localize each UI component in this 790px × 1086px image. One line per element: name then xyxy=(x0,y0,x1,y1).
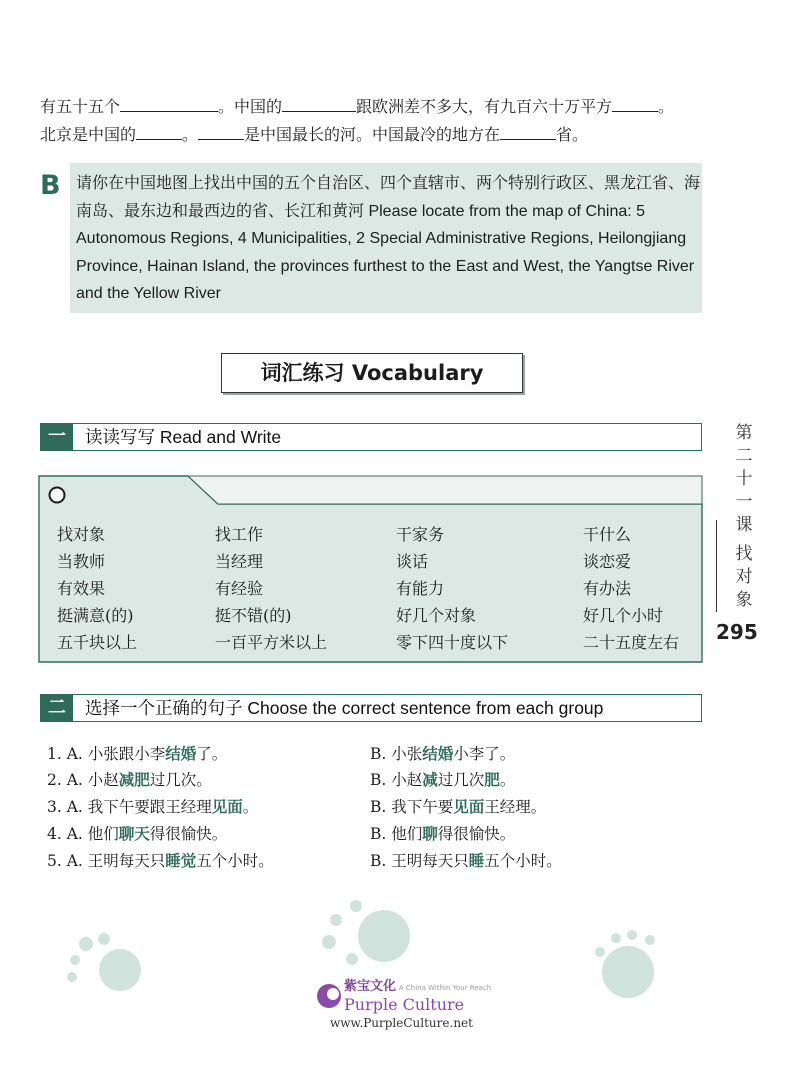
chapter-number: 第二十一课 xyxy=(735,423,753,535)
sentence-text: 我下午要 xyxy=(391,798,454,816)
vocab-word: 找工作 xyxy=(215,525,264,544)
sentence-option-a[interactable] xyxy=(47,742,227,764)
option-label: B. xyxy=(370,798,392,816)
logo-cn: 紫宝文化 A China Within Your Reach xyxy=(344,979,492,994)
fill-text: 省。 xyxy=(556,125,589,144)
sentence-text: 五个小时。 xyxy=(484,852,562,870)
blank[interactable] xyxy=(500,125,556,140)
keyword: 见面 xyxy=(453,797,485,816)
sentence-text: 过几次 xyxy=(437,771,485,789)
vocab-word: 好几个对象 xyxy=(396,606,477,625)
sentence-text: 得很愉快。 xyxy=(437,825,516,843)
page-number: 295 xyxy=(716,620,758,644)
option-label: B. xyxy=(370,745,392,763)
logo-en: Purple Culture xyxy=(344,995,465,1014)
keyword: 睡觉 xyxy=(165,851,197,870)
logo-url: www.PurpleCulture.net xyxy=(330,1016,473,1030)
sentence-text: 小赵 xyxy=(87,771,119,789)
keyword: 肥 xyxy=(484,770,500,789)
fill-text: 北京是中国的 xyxy=(40,125,137,144)
keyword: 减 xyxy=(422,770,438,789)
keyword: 减肥 xyxy=(118,770,150,789)
sentence-text: 小李了。 xyxy=(453,745,516,763)
option-label: B. xyxy=(370,771,392,789)
blank[interactable] xyxy=(612,97,658,112)
sentence-text: 王明每天只 xyxy=(87,852,166,870)
sentence-text: 了。 xyxy=(196,745,228,763)
section-b-instructions: 请你在中国地图上找出中国的五个自治区、四个直辖市、两个特别行政区、黑龙江省、海南岛、最东边和最西边的省、长江和黄河 Please locate from the map of China: 5 Autonomous Regions, 4 Municipalities, 2 Special Administrative Regions, Heilongjiang Province, Hainan Island, the provinces furthest to the East and West, the Yangtse River and the Yellow River xyxy=(76,175,701,302)
sentence-text: 小张 xyxy=(391,745,423,763)
vocab-word: 挺不错(的) xyxy=(215,606,292,625)
option-label: 5. A. xyxy=(47,852,88,870)
circle-icon xyxy=(50,488,65,503)
option-label: 2. A. xyxy=(47,771,88,789)
vocab-word: 二十五度左右 xyxy=(583,633,680,652)
vocab-word: 谈恋爱 xyxy=(583,552,632,571)
part1-header xyxy=(40,423,702,451)
sentence-option-b[interactable] xyxy=(370,822,515,844)
sentence-option-b[interactable] xyxy=(370,795,546,817)
lesson-title: 找对象 xyxy=(735,544,753,610)
keyword: 结婚 xyxy=(165,744,197,763)
sentence-text: 。 xyxy=(499,771,516,789)
vocab-word: 一百平方米以上 xyxy=(215,633,328,652)
keyword: 见面 xyxy=(211,797,243,816)
chapter-marker xyxy=(728,422,760,612)
keyword: 结婚 xyxy=(422,744,454,763)
vocab-word: 干家务 xyxy=(396,525,445,544)
vocab-word: 有办法 xyxy=(583,579,632,598)
vocab-word: 有效果 xyxy=(57,579,106,598)
sentence-text: 我下午要跟王经理 xyxy=(87,798,212,816)
sentence-option-a[interactable] xyxy=(47,768,212,790)
sentence-option-b[interactable] xyxy=(370,849,562,871)
blank[interactable] xyxy=(120,97,218,112)
sentence-text: 五个小时。 xyxy=(196,852,274,870)
vocab-word: 找对象 xyxy=(57,525,106,544)
sentence-option-b[interactable] xyxy=(370,742,515,764)
sentence-text: 得很愉快。 xyxy=(149,825,228,843)
part2-header xyxy=(40,694,702,722)
option-label: 1. A. xyxy=(47,745,88,763)
side-divider xyxy=(716,520,717,612)
keyword: 睡 xyxy=(468,851,485,870)
sentence-text: 他们 xyxy=(391,825,423,843)
sentence-text: 过几次。 xyxy=(149,771,212,789)
blank[interactable] xyxy=(198,125,244,140)
blank[interactable] xyxy=(282,97,356,112)
sentence-option-a[interactable] xyxy=(47,795,258,817)
keyword: 聊 xyxy=(422,824,438,843)
sentence-text: 他们 xyxy=(87,825,119,843)
sentence-text: 王经理。 xyxy=(484,798,547,816)
vocabulary-title: 词汇练习 Vocabulary xyxy=(221,353,523,393)
part1-number: 一 xyxy=(41,424,73,450)
vocab-word: 有经验 xyxy=(215,579,264,598)
fill-line-1 xyxy=(40,94,674,117)
sentence-text: 小张跟小李 xyxy=(87,745,166,763)
option-label: B. xyxy=(370,825,392,843)
sentence-option-a[interactable] xyxy=(47,849,274,871)
purple-culture-logo xyxy=(315,982,345,1012)
sentence-option-a[interactable] xyxy=(47,822,227,844)
section-b-letter: B xyxy=(40,170,61,201)
option-label: 3. A. xyxy=(47,798,88,816)
vocab-word: 当经理 xyxy=(215,552,264,571)
vocab-word: 谈话 xyxy=(396,552,429,571)
sentence-text: 。 xyxy=(242,798,259,816)
vocab-word: 当教师 xyxy=(57,552,106,571)
sentence-option-b[interactable] xyxy=(370,768,515,790)
sentence-text: 小赵 xyxy=(391,771,423,789)
option-label: B. xyxy=(370,852,392,870)
sentence-text: 王明每天只 xyxy=(391,852,469,870)
part2-title: 选择一个正确的句子 Choose the correct sentence from each group xyxy=(85,698,604,718)
vocab-word: 五千块以上 xyxy=(57,633,138,652)
part1-title: 读读写写 Read and Write xyxy=(85,427,282,447)
fill-text: 。 xyxy=(182,125,199,144)
fill-text: 。 xyxy=(658,97,675,116)
fill-text: 。中国的 xyxy=(218,97,283,116)
vocab-word: 有能力 xyxy=(396,579,445,598)
vocab-word: 干什么 xyxy=(583,525,632,544)
fill-line-2 xyxy=(40,122,588,145)
part2-number: 二 xyxy=(41,695,73,721)
keyword: 聊天 xyxy=(118,824,150,843)
fill-text: 有五十五个 xyxy=(40,97,121,116)
blank[interactable] xyxy=(136,125,182,140)
fill-text: 是中国最长的河。中国最冷的地方在 xyxy=(244,125,501,144)
vocab-word: 好几个小时 xyxy=(583,606,664,625)
option-label: 4. A. xyxy=(47,825,88,843)
vocab-word: 挺满意(的) xyxy=(57,606,134,625)
vocab-word: 零下四十度以下 xyxy=(396,633,509,652)
fill-text: 跟欧洲差不多大，有九百六十万平方 xyxy=(356,97,613,116)
